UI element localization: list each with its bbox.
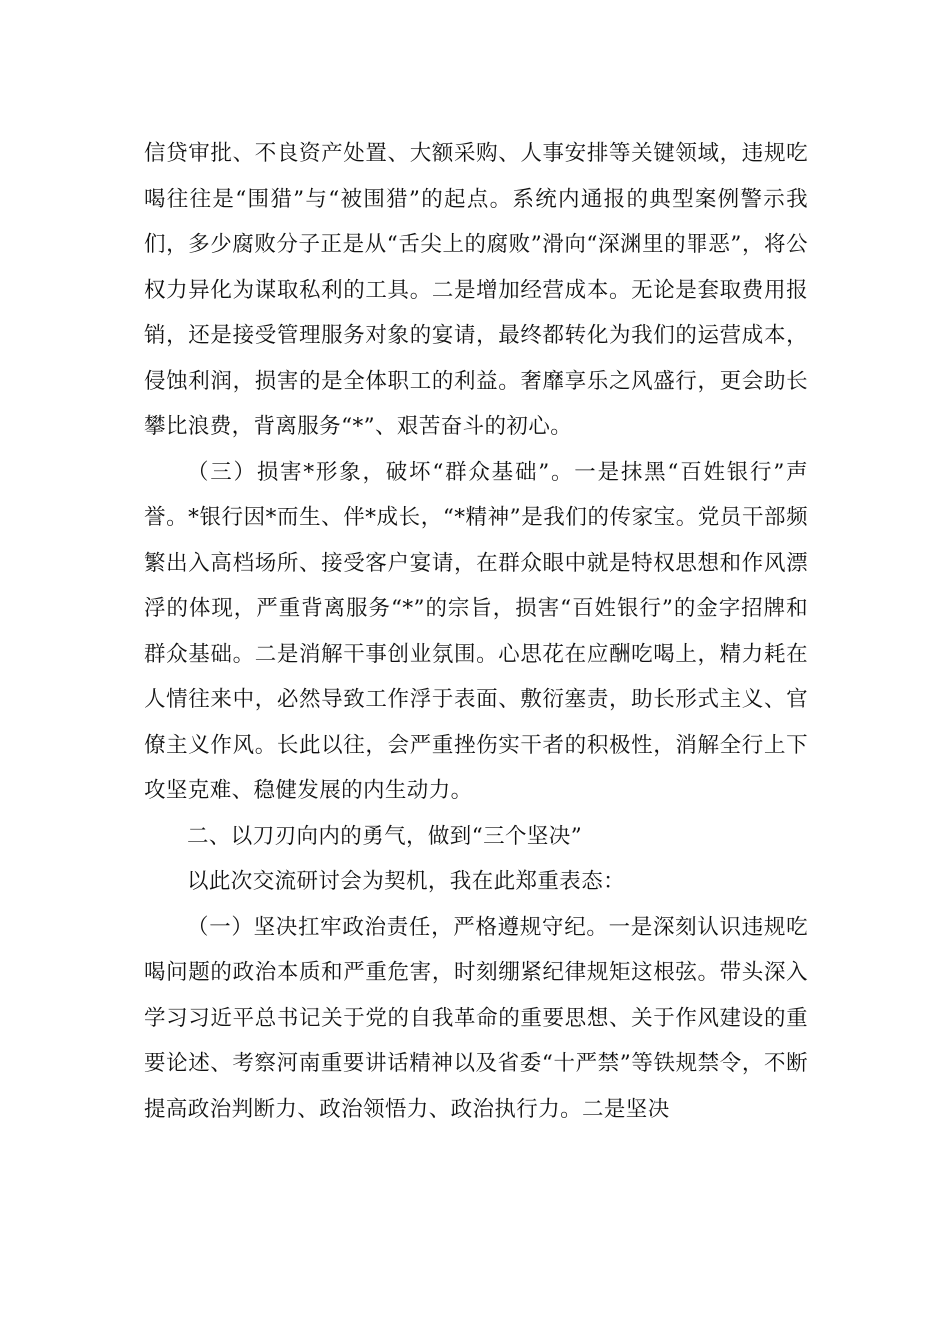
paragraph-subsection-one: （一）坚决扛牢政治责任，严格遵规守纪。一是深刻认识违规吃喝问题的政治本质和严重危害，时刻绷紧纪律规矩这根弦。带头深入学习习近平总书记关于党的自我革命的重要思想、关于作风建设的重要论述、考察河南重要讲话精神以及省委“十严禁”等铁规禁令，不断提高政治判断力、政治领悟力、政治执行力。二是坚决 — [144, 914, 808, 1122]
paragraph-continuation: 信贷审批、不良资产处置、大额采购、人事安排等关键领域，违规吃喝往往是“围猎”与“被围猎”的起点。系统内通报的典型案例警示我们，多少腐败分子正是从“舌尖上的腐败”滑向“深渊里的罪恶”，将公权力异化为谋取私利的工具。二是增加经营成本。无论是套取费用报销，还是接受管理服务对象的宴请，最终都转化为我们的运营成本，侵蚀利润，损害的是全体职工的利益。奢靡享乐之风盛行，更会助长攀比浪费，背离服务“*”、艰苦奋斗的初心。 — [144, 141, 808, 439]
paragraph-section-three: （三）损害*形象，破坏“群众基础”。一是抹黑“百姓银行”声誉。*银行因*而生、伴*成长，“*精神”是我们的传家宝。党员干部频繁出入高档场所、接受客户宴请，在群众眼中就是特权思想和作风漂浮的体现，严重背离服务“*”的宗旨，损害“百姓银行”的金字招牌和群众基础。二是消解干事创业氛围。心思花在应酬吃喝上，精力耗在人情往来中，必然导致工作浮于表面、敷衍塞责，助长形式主义、官僚主义作风。长此以往，会严重挫伤实干者的积极性，消解全行上下攻坚克难、稳健发展的内生动力。 — [144, 459, 808, 803]
statement-intro: 以此次交流研讨会为契机，我在此郑重表态： — [187, 869, 626, 894]
document-body — [144, 131, 808, 1132]
section-heading-two: 二、以刀刃向内的勇气，做到“三个坚决” — [187, 823, 583, 849]
